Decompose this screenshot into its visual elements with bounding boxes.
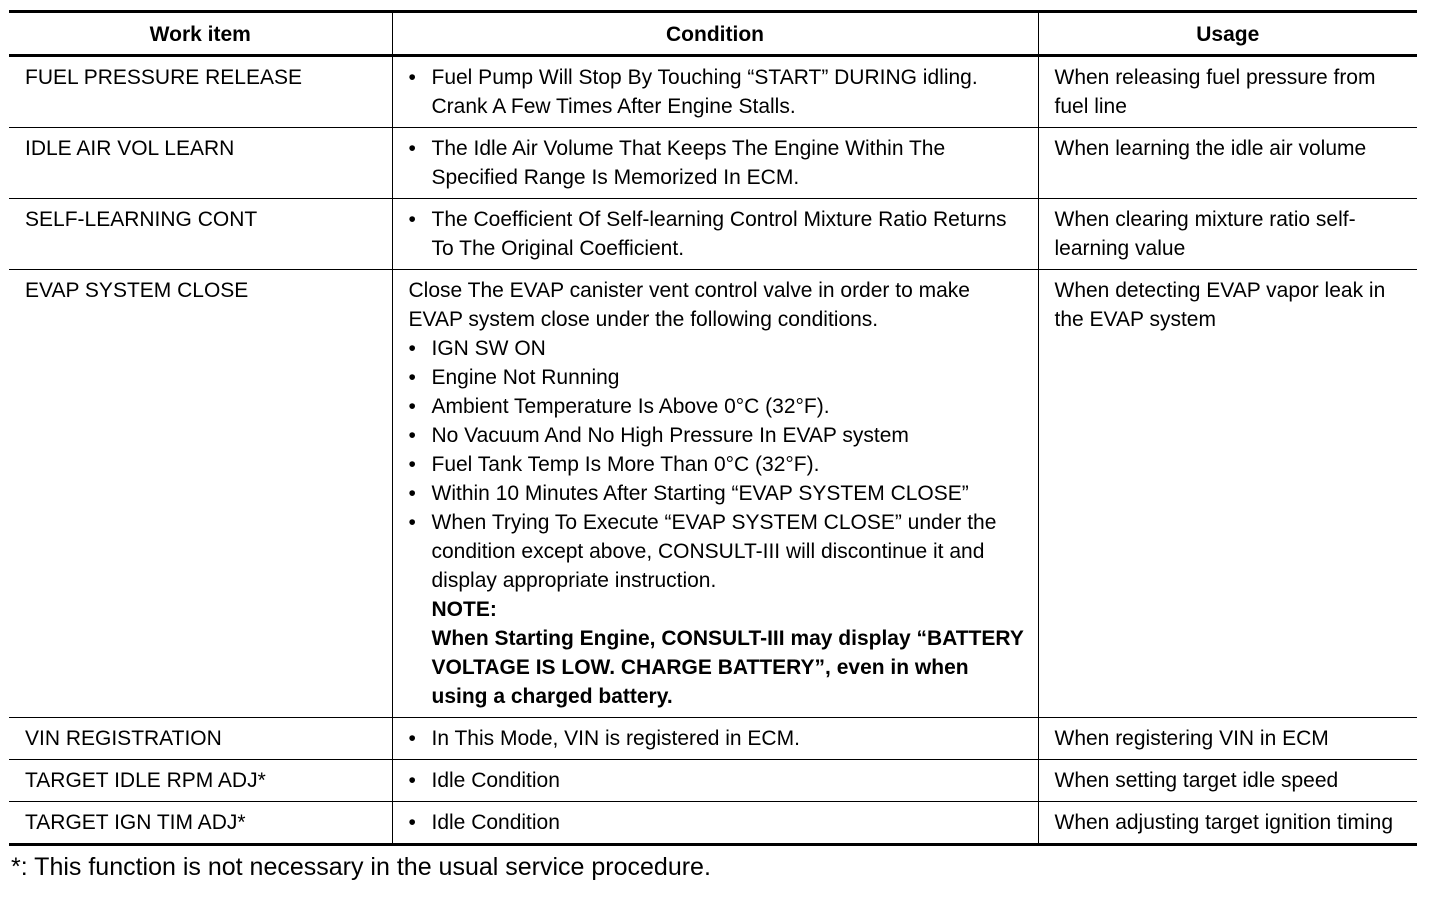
condition-bullet: • Fuel Pump Will Stop By Touching “START” DURING idling. Crank A Few Times After Engine Stalls. (409, 63, 1024, 121)
work-item-cell: SELF-LEARNING CONT (9, 199, 392, 270)
condition-bullet: • When Trying To Execute “EVAP SYSTEM CLOSE” under the condition except above, CONSULT-III will discontinue it and display appropriate instruction. (409, 508, 1024, 595)
usage-cell: When clearing mixture ratio self-learning value (1038, 199, 1417, 270)
usage-cell: When detecting EVAP vapor leak in the EVAP system (1038, 270, 1417, 718)
condition-bullet: • Ambient Temperature Is Above 0°C (32°F). (409, 392, 1024, 421)
table-row (9, 199, 1417, 270)
usage-cell: When adjusting target ignition timing (1038, 802, 1417, 845)
table-row (9, 56, 1417, 128)
condition-list (409, 334, 1024, 595)
condition-bullet: • The Coefficient Of Self-learning Control Mixture Ratio Returns To The Original Coefficient. (409, 205, 1024, 263)
work-item-cell: FUEL PRESSURE RELEASE (9, 56, 392, 128)
header-usage: Usage (1038, 12, 1417, 56)
condition-list (409, 724, 1024, 753)
table-row (9, 128, 1417, 199)
usage-cell: When releasing fuel pressure from fuel line (1038, 56, 1417, 128)
work-item-cell: EVAP SYSTEM CLOSE (9, 270, 392, 718)
condition-bullet: • Idle Condition (409, 766, 1024, 795)
condition-bullet: • IGN SW ON (409, 334, 1024, 363)
work-support-table (9, 10, 1417, 846)
condition-cell (392, 199, 1038, 270)
table-row (9, 802, 1417, 845)
condition-bullet: • No Vacuum And No High Pressure In EVAP system (409, 421, 1024, 450)
work-item-cell: TARGET IGN TIM ADJ* (9, 802, 392, 845)
usage-cell: When learning the idle air volume (1038, 128, 1417, 199)
header-work-item: Work item (9, 12, 392, 56)
condition-list (409, 134, 1024, 192)
condition-bullet: • Idle Condition (409, 808, 1024, 837)
condition-cell (392, 270, 1038, 718)
table-header-row (9, 12, 1417, 56)
header-condition: Condition (392, 12, 1038, 56)
condition-cell (392, 760, 1038, 802)
work-item-cell: TARGET IDLE RPM ADJ* (9, 760, 392, 802)
note-text: When Starting Engine, CONSULT-III may display “BATTERY VOLTAGE IS LOW. CHARGE BATTERY”, even in when using a charged battery. (431, 627, 1024, 708)
usage-cell: When registering VIN in ECM (1038, 718, 1417, 760)
condition-list (409, 205, 1024, 263)
table-row (9, 760, 1417, 802)
work-item-cell: IDLE AIR VOL LEARN (9, 128, 392, 199)
condition-list (409, 63, 1024, 121)
footnote: *: This function is not necessary in the usual service procedure. (11, 853, 711, 881)
note-label: NOTE: (431, 598, 497, 621)
condition-bullet: • The Idle Air Volume That Keeps The Engine Within The Specified Range Is Memorized In ECM. (409, 134, 1024, 192)
condition-bullet: • Within 10 Minutes After Starting “EVAP SYSTEM CLOSE” (409, 479, 1024, 508)
condition-bullet: • In This Mode, VIN is registered in ECM. (409, 724, 1024, 753)
condition-list (409, 808, 1024, 837)
condition-list (409, 766, 1024, 795)
condition-cell (392, 802, 1038, 845)
work-support-document (9, 10, 1417, 882)
condition-bullet: • Engine Not Running (409, 363, 1024, 392)
condition-intro: Close The EVAP canister vent control valve in order to make EVAP system close under the following conditions. (408, 279, 970, 331)
work-item-cell: VIN REGISTRATION (9, 718, 392, 760)
table-row (9, 718, 1417, 760)
condition-cell (392, 128, 1038, 199)
usage-cell: When setting target idle speed (1038, 760, 1417, 802)
condition-cell (392, 718, 1038, 760)
condition-bullet: • Fuel Tank Temp Is More Than 0°C (32°F). (409, 450, 1024, 479)
condition-cell (392, 56, 1038, 128)
table-row (9, 270, 1417, 718)
